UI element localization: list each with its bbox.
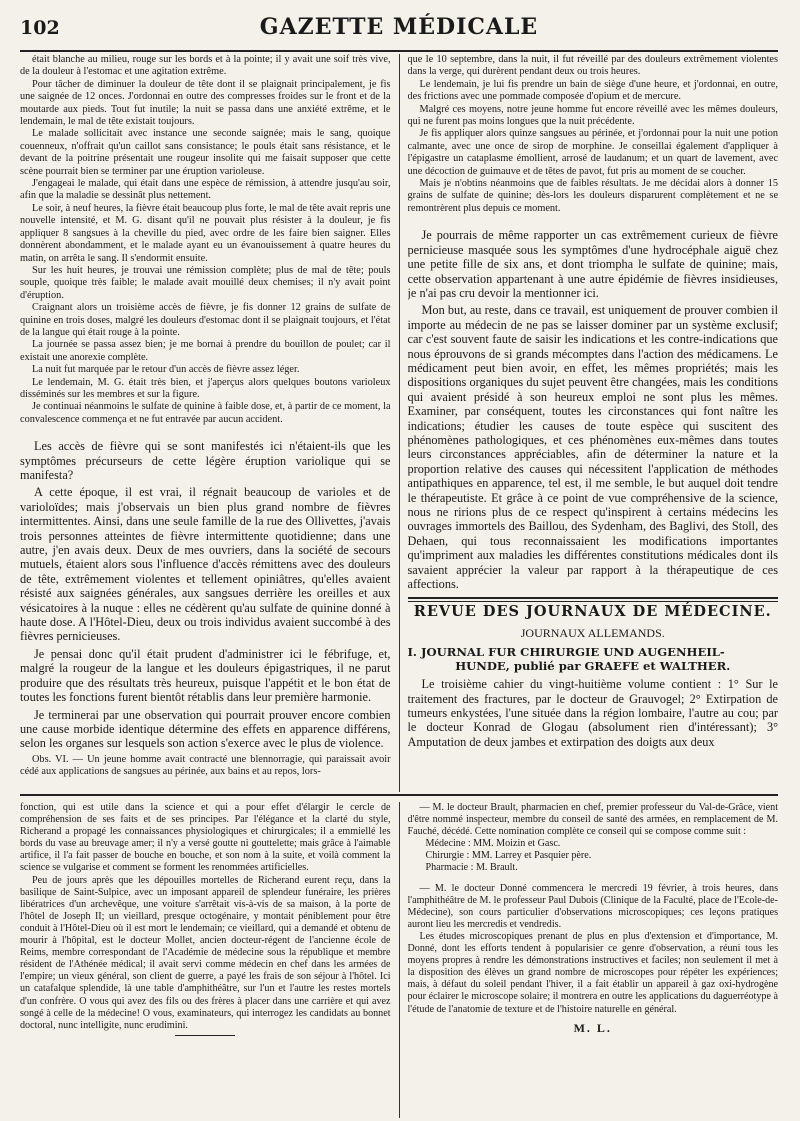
paragraph: La nuit fut marquée par le retour d'un accès de fièvre assez léger. xyxy=(32,364,300,376)
observation-paragraph: Obs. VI. — Un jeune homme avait contracté une blennorragie, qui paraissait avoir cédé aux applications de sangsues au périnée, aux bains et au repos, lors- xyxy=(20,753,391,778)
paragraph: Craignant alors un troisième accès de fièvre, je fis donner 12 grains de sulfate de quinine en trois doses, malgré les douleurs d'estomac dont il se plaignait toujours, et l'état de la langue qui était rouge à la pointe. xyxy=(20,302,391,338)
paragraph: Le lendemain, je lui fis prendre un bain de siège d'une heure, et j'ordonnai, en outre, des frictions avec une pommade composée d'opium et de mercure. xyxy=(407,78,778,103)
signature: M. L. xyxy=(573,1020,612,1035)
paragraph: Sur les huit heures, je trouvai une rémission complète; plus de mal de tête; pouls souple, quoique très faible; le malade avait mouillé deux chemises; il n'y avait point d'éruption. xyxy=(20,264,391,301)
council-list xyxy=(408,838,779,874)
paragraph: était blanche au milieu, rouge sur les bords et à la pointe; il y avait une soif très vive, de la douleur à l'estomac et une agitation extrême. xyxy=(20,54,391,78)
paragraph: La journée se passa assez bien; je me bornai à prendre du bouillon de poulet; car il existait une anorexie complète. xyxy=(20,339,391,363)
paragraph: Mon but, au reste, dans ce travail, est uniquement de prouver combien il importe au médecin de ne pas se laisser dominer par un système exclusif; car c'est souvent faute de saisir les indications et les contre-indications que nous éprouvons de si grands mécomptes dans l'action des médicamens. Le médicament peut bien avoir, en effet, les mêmes propriétés; mais les dispositions organiques du sujet peuvent être changées, mais les conditions qui avaient présidé à son heureux emploi ne sont plus les mêmes. Examiner, par conséquent, toutes les circonstances qui font naître les indications; étudier les causes de toute espèce qui suscitent des phénomènes pathologiques, et ces phénomènes eux-mêmes dans toutes leurs circonstances appréciables, afin de déterminer la nature et la proportion relative des causes qui nécessitent l'application de méthodes antipathiques en apparence, tel est, il me semble, le but auquel doit tendre le thérapeutiste. Et grâce à ce point de vue compréhensive de la science, nous ne ririons plus de ce respect qu'inspirent à certains médecins les ouvrages immortels des Baillou, des Sydenham, des Baglivi, des Stoll, des Dehaen, qui tous reconnaissaient les modifications importantes qu'impriment aux maladies les différentes constitutions médicales dont ils savaient apprécier la valeur par rapport à la thérapeutique de ces affections. xyxy=(407,303,778,592)
paragraph: Je pensai donc qu'il était prudent d'administrer ici le fébrifuge, et, malgré la rougeur de la langue et les douleurs épigastriques, il ne parut produire que des résultats très heureux, puisque l'appétit et le bon état de toutes les fonctions furent bientôt rétablis dans leur première harmonie. xyxy=(20,646,391,705)
paragraph: Le lendemain, M. G. était très bien, et j'aperçus alors quelques boutons varioleux disséminés sur les membres et sur la figure. xyxy=(20,376,391,400)
paragraph: fonction, qui est utile dans la science et qui a pour effet d'élargir le cercle de compréhension de ses faits et de ses principes. Par l'élégance et la clarté du style, Richerand a propagé les connaissances physiologiques et chirurgicales; il a emmiellé les bords du vase au breuvage amer; il n'y a versé goutte ni gouttelette; mais grâce à l'aimable artifice, il l'a fait passer de bouche en bouche, et son nom à la suite, et voilà comment la science se vulgarise et comment se forment les renommées artificielles. xyxy=(20,802,391,874)
upper-section xyxy=(20,54,778,792)
paragraph: A cette époque, il est vrai, il régnait beaucoup de varioles et de varioloïdes; mais j'observais un bien plus grand nombre de fièvres intermittentes. Ainsi, dans une seule famille de la rue des Ollivettes, j'avais trois personnes atteintes de fièvre intermittente quotidienne; dans une autre, j'en avais deux. Deux de mes ouvriers, dans la société de secours mutuels, étaient alors sous l'influence d'accès rémittens avec des douleurs de tête, extrêmement violentes et tellement opiniâtres, qu'elles avaient résisté aux saignées générales, aux sangsues derrière les oreilles et aux vésicatoires à la nuque : elles ne cédèrent qu'au sulfate de quinine donné à haute dose. A l'Hôtel-Dieu, deux ou trois individus avaient succombé à des fièvres pernicieuses. xyxy=(20,485,391,644)
lower-left-column xyxy=(20,802,391,1118)
paragraph: — M. le docteur Brault, pharmacien en chef, premier professeur du Val-de-Grâce, vient d'être nommé inspecteur, membre du conseil de santé des armées, en remplacement de M. Fauché, décédé. Cette nomination complète ce conseil qui se compose comme suit : xyxy=(407,802,778,838)
paragraph: Les accès de fièvre qui se sont manifestés ici n'étaient-ils que les symptômes précurseurs de cette légère éruption variolique qui se manifesta? xyxy=(20,439,391,482)
paragraph: Pour tâcher de diminuer la douleur de tête dont il se plaignait principalement, je fis une saignée de 12 onces. J'ordonnai en outre des compresses froides sur le front et de la moutarde aux pieds. Tout fut inutile; la nuit se passa dans une anxiété extrême, et le lendemain, le mal de tête existait toujours. xyxy=(20,78,391,128)
paragraph: Je fis appliquer alors quinze sangsues au périnée, et j'ordonnai pour la nuit une potion calmante, avec une once de sirop de morphine. Je conseillai également d'appliquer à l'épigastre un cataplasme émollient, arrosé de laudanum; et un quart de lavement, avec une décoction de guimauve et de têtes de pavot, fut pris au moment de se coucher. xyxy=(407,128,778,177)
paragraph: Je terminerai par une observation qui pourrait prouver encore combien une cause morbide identique détermine des effets en apparence différens, selon les organes sur lesquels son action s'exerce avec le plus de violence. xyxy=(20,707,391,751)
paragraph: — M. le docteur Donné commencera le mercredi 19 février, à trois heures, dans l'amphithéâtre de M. le professeur Paul Dubois (Clinique de la Faculté, place de l'Ecole-de-Médecine), son cours particulier d'observations microscopiques; ces leçons pratiques auront lieu les mercredis et vendredis. xyxy=(407,882,778,930)
column-divider xyxy=(399,802,400,1118)
paragraph: Je continuai néanmoins le sulfate de quinine à faible dose, et, à partir de ce moment, la convalescence commença et ne fut entravée par aucun accident. xyxy=(20,401,391,425)
paragraph: Le troisième cahier du vingt-huitième volume contient : 1° Sur le traitement des fractures, par le docteur de Grauvogel; 2° Extirpation de tumeurs enkystées, l'une située dans la région lombaire, l'autre au cou; par le docteur Konrad de Glogau (absolument rien d'intéressant); 3° Amputation de deux jambes et extirpation des doigts aux deux xyxy=(407,677,778,749)
section-subheading: JOURNAUX ALLEMANDS. xyxy=(520,625,665,640)
list-item: Médecine : MM. Moizin et Gasc. xyxy=(425,838,561,850)
paragraph: Mais je n'obtins néanmoins que de faibles résultats. Je me décidai alors à donner 15 grains de sulfate de quinine; dès-lors les douleurs disparurent complètement et ne se remontrèrent plus depuis ce moment. xyxy=(407,178,778,214)
paragraph: que le 10 septembre, dans la nuit, il fut réveillé par des douleurs extrêmement violentes dans la verge, qui durèrent pendant deux ou trois heures. xyxy=(407,54,778,78)
end-rule xyxy=(175,1035,235,1036)
paragraph: Le soir, à neuf heures, la fièvre était beaucoup plus forte, le mal de tête avait repris une nouvelle intensité, et M. G. disant qu'il ne pouvait plus résister à la douleur, je fis appliquer 8 sangsues à la cheville du pied, avec ordre de les faire bien saigner. Elles donnèrent abondamment, et le malade ayant eu un évanouissement à quatre heures du matin, on arrêta le sang. Il s'endormit ensuite. xyxy=(20,202,391,264)
journal-heading: I. JOURNAL FUR CHIRURGIE UND AUGENHEIL- HUNDE, publié par GRAEFE et WALTHER. xyxy=(407,645,731,674)
paragraph: Le malade sollicitait avec instance une seconde saignée; mais le sang, quoique couenneux, n'offrait qu'un caillot sans consistance; le pouls était sans résistance, et le devant de la poitrine présentait une rougeur insolite qui me faisait supposer que cette scène pourrait bien se terminer par une éruption varioleuse. xyxy=(20,128,391,177)
page-divider xyxy=(20,794,778,796)
paragraph: Je pourrais de même rapporter un cas extrêmement curieux de fièvre pernicieuse masquée sous les symptômes d'une hydrocéphale aiguë chez une petite fille de six ans, et dont triompha le sulfate de quinine; mais, cette observation appartenant à une autre épidémie de fièvres insidieuses, je n'ai pas cru devoir la mentionner ici. xyxy=(407,228,778,300)
lower-right-column xyxy=(408,802,779,1118)
right-column xyxy=(408,54,779,792)
masthead xyxy=(20,14,778,52)
list-item: Chirurgie : MM. Larrey et Pasquier père. xyxy=(425,850,592,862)
section-rule xyxy=(408,597,779,602)
journal-title: GAZETTE MÉDICALE xyxy=(259,14,539,40)
paragraph: Les études microscopiques prenant de plus en plus d'extension et d'importance, M. Donné, dont les efforts tendent à popularisier ce genre d'observation, a réuni tous les moyens propres à rendre les démonstrations instructives et faciles; non seulement il met à la disposition des élèves un grand nombre de microscopes pour répéter les expériences; mais, à défaut du soleil pendant l'hiver, il a fait établir un appareil à gaz oxi-hydrogène pour éclairer le microscope solaire; il montrera en outre les applications du daguerréotype à l'étude de l'anatomie de texture et de l'histoire naturelle en général. xyxy=(407,930,778,1015)
column-divider xyxy=(399,54,400,792)
list-item: Pharmacie : M. Brault. xyxy=(425,862,518,874)
paragraph: J'engageai le malade, qui était dans une espèce de rémission, à attendre jusqu'au soir, afin que la maladie se dessinât plus nettement. xyxy=(20,178,391,202)
paragraph: Peu de jours après que les dépouilles mortelles de Richerand eurent reçu, dans la basilique de Saint-Sulpice, avec un imposant appareil de splendeur funéraire, les prières libératrices d'un archevêque, une voiture s'arrêtait vis-à-vis de sa maison, à la porte de l'hôtel de Joseph II; un vieillard, presque octogénaire, y montait péniblement pour être conduit à l'Hôtel-Dieu où il est mort le lendemain; ce vieillard, qui a demandé et obtenu de mourir à l'hôpital, est le docteur Mollet, ancien docteur-régent de l'ancienne école de Reims, membre correspondant de l'Académie de médecine sous la république et membre résident de l'Athénée médical; il avait servi comme médecin en chef dans les armées de l'empire; un vieux général, son client de guerre, a payé les frais de son séjour à l'hôtel. Ici un catafalque splendide, là une table d'amphithéâtre, sur l'un et l'autre les restes mortels d'un confrère. O vous qui avez des fils ou des frères à placer dans une carrière et qui avez songé à celle de la médecine! O vous, examinateurs, qui interrogez les candidats au bonnet doctoral, nunc intelligite, nunc erudimini. xyxy=(20,874,391,1031)
paragraph: Malgré ces moyens, notre jeune homme fut encore réveillé avec les mêmes douleurs, qui ne furent pas moins longues que la nuit précédente. xyxy=(407,103,778,128)
left-column xyxy=(20,54,391,792)
section-heading: REVUE DES JOURNAUX DE MÉDECINE. xyxy=(413,603,772,621)
lower-section xyxy=(20,802,778,1118)
page-number: 102 xyxy=(20,17,60,39)
